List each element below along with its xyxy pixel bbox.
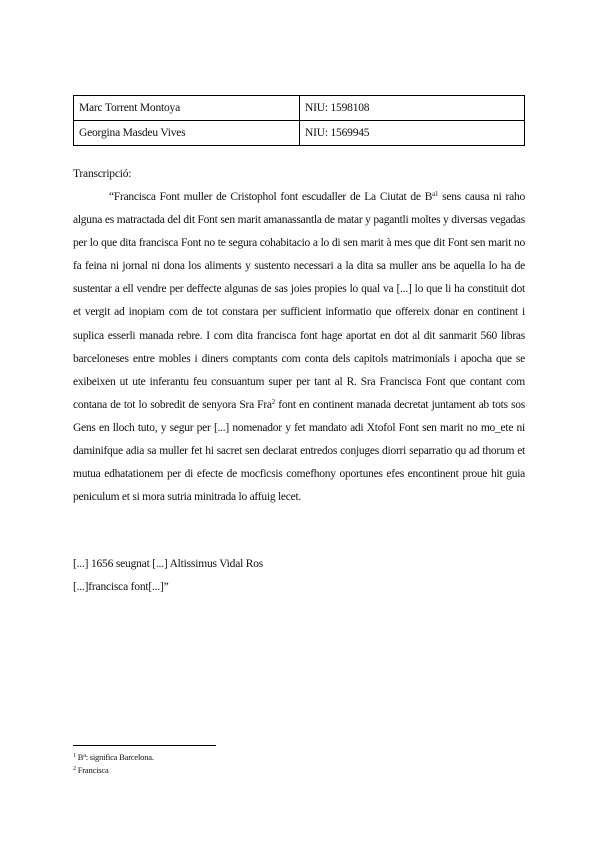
transcription-part3: font en continent manada decretat juntament ab tots sos Gens en lloch tuto, y segur per [...] nomenador y fet mandato adi Xtofol Font sen marit no mo_ete ni daminifque adia sa muller fet hi sacret sen declarat entredos conjuges diorri separratio qu ad thorum et mutua edhatationem per di efecte de mocficsis comefhony oportunes efes encontinent proue hit guia peniculum et si mora sutria minitrada lo affuig lecet.: [73, 398, 525, 504]
author-name: Georgina Masdeu Vives: [74, 121, 300, 146]
transcription-tail: [73, 553, 263, 599]
footnote-text: : significa Barcelona.: [85, 752, 154, 762]
table-row: [74, 121, 525, 146]
closing-line: [...]francisca font[...]”: [73, 581, 169, 593]
footnote-text: Francisca: [77, 765, 109, 775]
footnote-1: [73, 752, 154, 762]
author-niu: NIU: 1569945: [300, 121, 525, 146]
transcription-part2: sens causa ni raho alguna es matractada del dit Font sen marit amanassantla de matar y pagantli moltes y diversas vegadas per lo que dita francisca Font no te segura cohabitacio a lo di sen marit à mes que dit Font sen marit no fa feina ni jornal ni dona los aliments y sustento necessari a la dita sa muller ans be aquella lo ha de sustentar a ell vendre per deffecte algunas de sas joies propies lo qual va [...] lo que li ha constituit dot et vergit ad inopiam com de tot constara per sufficient informatio que offereix donar en continent i suplica esserli manada rebre. I com dita francisca font hage aportat en dot al dit sanmarit 560 libras barceloneses entre mobles i diners comptants com conta dels capitols matrimonials i apocha que se exibeixen ut ute inferantu feu consuantum super per tant al R. Sra Francisca Font que contant com contana de tot lo sobredit de senyora Sra Fra: [73, 191, 525, 411]
author-name: Marc Torrent Montoya: [74, 96, 300, 121]
transcription-paragraph: [73, 186, 525, 509]
section-label: Transcripció:: [73, 168, 132, 180]
footnote-label-sup: a: [83, 753, 86, 759]
author-table: [73, 95, 525, 146]
footnote-ref-1[interactable]: 1: [434, 190, 439, 198]
transcription-intro: “Francisca Font muller de Cristophol font escudaller de La Ciutat de B: [109, 191, 433, 203]
footnote-2: [73, 765, 109, 775]
author-niu: NIU: 1598108: [300, 96, 525, 121]
footnote-ref-2[interactable]: 2: [271, 397, 276, 406]
abbrev-superscript: a: [432, 190, 435, 198]
footnote-divider: [73, 745, 216, 746]
signature-line: [...] 1656 seugnat [...] Altissimus Vidal Ros: [73, 558, 264, 570]
transcription-body: [73, 186, 525, 509]
table-row: [74, 96, 525, 121]
footnote-mark: 1: [73, 753, 76, 759]
footnote-label: B: [77, 752, 84, 762]
footnote-mark: 2: [73, 766, 76, 772]
